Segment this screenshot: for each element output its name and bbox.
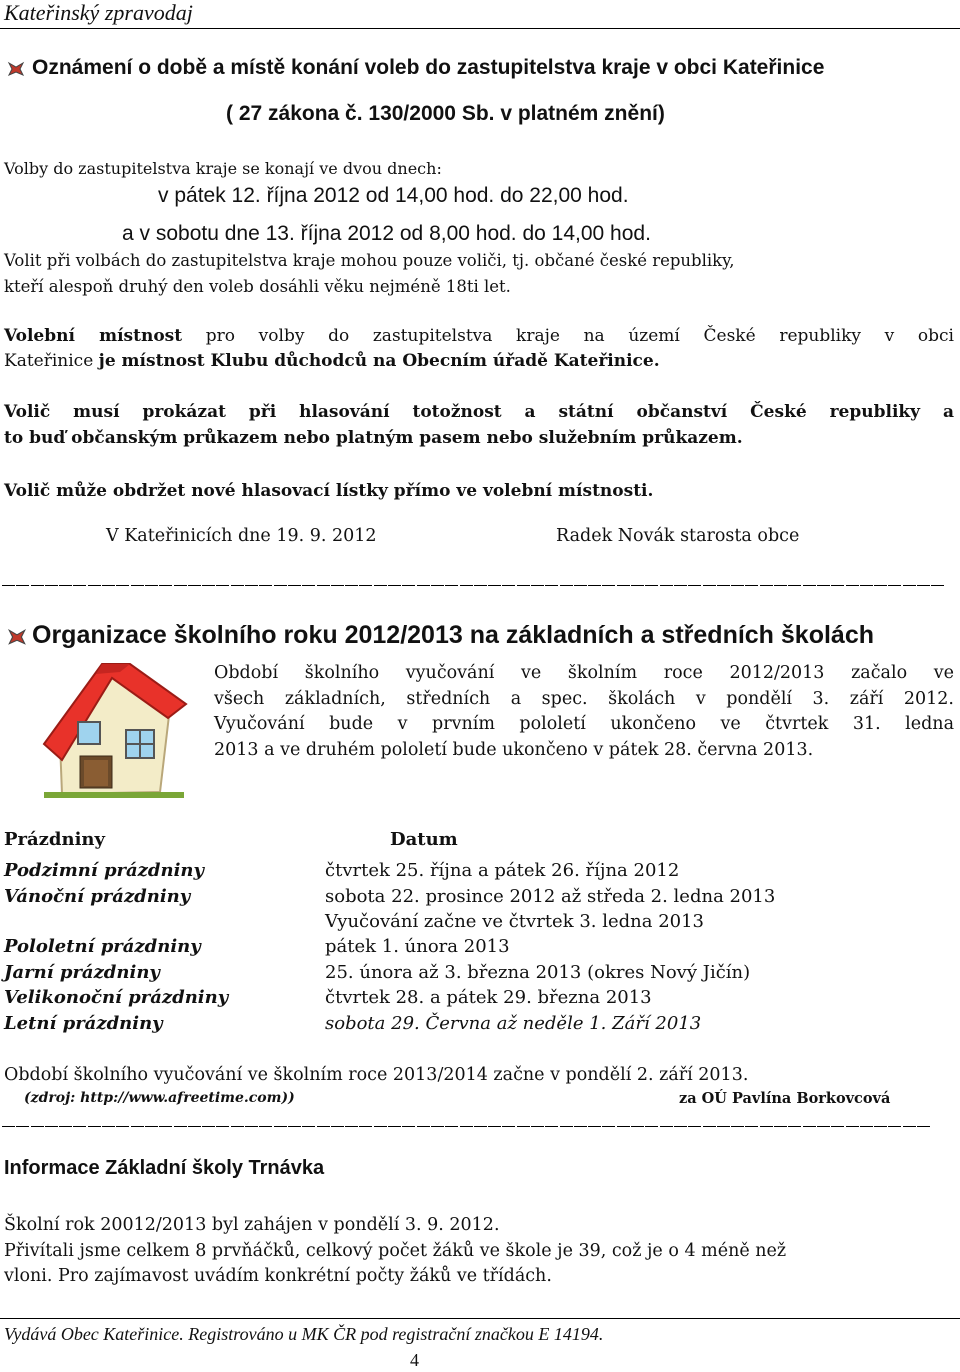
divider-dash	[116, 585, 129, 586]
divider-dash	[317, 1126, 330, 1127]
running-header: Kateřinský zpravodaj	[4, 0, 193, 25]
divider-dash	[317, 585, 330, 586]
school-para-line-3: Vyučování bude v prvním pololetí ukončeno ve čtvrtek 31. ledna	[214, 714, 954, 734]
divider-dash	[760, 1126, 773, 1127]
divider-dash	[116, 1126, 129, 1127]
divider-dash	[431, 1126, 444, 1127]
divider-dash	[388, 1126, 401, 1127]
divider-dash	[617, 585, 630, 586]
divider-dash	[345, 585, 358, 586]
divider-dash	[760, 585, 773, 586]
divider-dash	[502, 1126, 515, 1127]
divider-dash	[460, 1126, 473, 1127]
election-subtitle: ( 27 zákona č. 130/2000 Sb. v platném znění)	[226, 102, 665, 125]
source-note: (zdroj: http://www.afreetime.com))	[24, 1090, 295, 1106]
holiday-name: Velikonoční prázdniny	[4, 987, 229, 1008]
divider-dash	[288, 585, 301, 586]
divider-dash	[831, 585, 844, 586]
divider-dash	[645, 585, 658, 586]
scroll-bullet-icon	[6, 626, 28, 653]
divider-dash	[488, 1126, 501, 1127]
divider-dash	[602, 1126, 615, 1127]
divider-dash	[274, 585, 287, 586]
divider-dash	[588, 1126, 601, 1127]
trnavka-line-3: vloni. Pro zajímavost uvádím konkrétní počty žáků ve třídách.	[4, 1266, 552, 1286]
divider-dash	[731, 585, 744, 586]
header-rule	[0, 28, 960, 29]
divider-dash	[817, 585, 830, 586]
divider-dash	[445, 1126, 458, 1127]
election-title: Oznámení o době a místě konání voleb do zastupitelstva kraje v obci Kateřinice	[32, 56, 825, 79]
divider-dash	[931, 585, 944, 586]
holiday-name: Jarní prázdniny	[4, 962, 160, 983]
divider-dash	[788, 585, 801, 586]
divider-dash	[159, 585, 172, 586]
divider-dash	[45, 1126, 58, 1127]
divider-dash	[188, 1126, 201, 1127]
divider-dash	[917, 585, 930, 586]
divider-dash	[688, 585, 701, 586]
school-para-line-4: 2013 a ve druhém pololetí bude ukončeno v pátek 28. června 2013.	[214, 740, 814, 760]
divider-dash	[145, 1126, 158, 1127]
divider-dash	[202, 1126, 215, 1127]
divider-dash	[2, 1126, 15, 1127]
divider-dash	[874, 585, 887, 586]
divider-dash	[202, 585, 215, 586]
holiday-name: Podzimní prázdniny	[4, 860, 204, 881]
divider-dash	[831, 1126, 844, 1127]
divider-dash	[903, 585, 916, 586]
divider-dash	[288, 1126, 301, 1127]
divider-dash	[16, 1126, 29, 1127]
divider-dash	[846, 585, 859, 586]
holiday-name: Pololetní prázdniny	[4, 936, 201, 957]
divider-dash	[216, 585, 229, 586]
voters-line-1: Volit při volbách do zastupitelstva kraje mohou pouze voliči, tj. občané české republiky,	[4, 251, 735, 270]
trnavka-line-2: Přivítali jsme celkem 8 prvňáčků, celkový počet žáků ve škole je 39, což je o 4 méně než	[4, 1241, 787, 1261]
divider-dash	[2, 585, 15, 586]
divider-dash	[16, 585, 29, 586]
divider-dash	[460, 585, 473, 586]
election-intro: Volby do zastupitelstva kraje se konají ve dvou dnech:	[4, 159, 442, 178]
divider-dash	[531, 1126, 544, 1127]
section-divider	[2, 577, 952, 586]
divider-dash	[245, 585, 258, 586]
divider-dash	[374, 585, 387, 586]
divider-dash	[488, 585, 501, 586]
divider-dash	[774, 1126, 787, 1127]
room-label: Volební místnost	[4, 326, 183, 346]
divider-dash	[331, 585, 344, 586]
divider-dash	[517, 585, 530, 586]
divider-dash	[574, 1126, 587, 1127]
divider-dash	[59, 585, 72, 586]
room-line-1	[4, 326, 954, 346]
divider-dash	[131, 1126, 144, 1127]
divider-dash	[631, 1126, 644, 1127]
holiday-date: sobota 22. prosince 2012 až středa 2. ledna 2013	[325, 886, 776, 907]
divider-dash	[145, 585, 158, 586]
school-title: Organizace školního roku 2012/2013 na základních a středních školách	[32, 621, 875, 649]
divider-dash	[688, 1126, 701, 1127]
divider-dash	[431, 585, 444, 586]
divider-dash	[159, 1126, 172, 1127]
divider-dash	[888, 1126, 901, 1127]
section-divider	[2, 1118, 942, 1127]
divider-dash	[88, 585, 101, 586]
divider-dash	[102, 1126, 115, 1127]
divider-dash	[31, 1126, 44, 1127]
mayor-signature: Radek Novák starosta obce	[556, 526, 800, 546]
divider-dash	[474, 1126, 487, 1127]
election-day-2: a v sobotu dne 13. října 2012 od 8,00 hod. do 14,00 hod.	[122, 222, 651, 245]
divider-dash	[474, 585, 487, 586]
divider-dash	[803, 585, 816, 586]
ballots-note: Volič může obdržet nové hlasovací lístky přímo ve volební místnosti.	[4, 481, 654, 501]
divider-dash	[888, 585, 901, 586]
divider-dash	[45, 585, 58, 586]
divider-dash	[302, 1126, 315, 1127]
divider-dash	[703, 1126, 716, 1127]
divider-dash	[31, 585, 44, 586]
divider-dash	[717, 1126, 730, 1127]
divider-dash	[717, 585, 730, 586]
holiday-date: 25. února až 3. března 2013 (okres Nový Jičín)	[325, 962, 751, 983]
divider-dash	[502, 585, 515, 586]
divider-dash	[216, 1126, 229, 1127]
divider-dash	[402, 1126, 415, 1127]
divider-dash	[617, 1126, 630, 1127]
divider-dash	[660, 1126, 673, 1127]
divider-dash	[331, 1126, 344, 1127]
divider-dash	[517, 1126, 530, 1127]
divider-dash	[359, 1126, 372, 1127]
village-name: Kateřinice	[4, 351, 94, 371]
divider-dash	[374, 1126, 387, 1127]
divider-dash	[602, 585, 615, 586]
divider-dash	[88, 1126, 101, 1127]
divider-dash	[417, 1126, 430, 1127]
room-location: je místnost Klubu důchodců na Obecním úřadě Kateřinice.	[98, 351, 660, 371]
divider-dash	[174, 1126, 187, 1127]
divider-dash	[917, 1126, 930, 1127]
divider-dash	[846, 1126, 859, 1127]
school-para-line-1: Období školního vyučování ve školním roce 2012/2013 začalo ve	[214, 663, 954, 683]
divider-dash	[231, 585, 244, 586]
divider-dash	[531, 585, 544, 586]
divider-dash	[545, 585, 558, 586]
divider-dash	[345, 1126, 358, 1127]
divider-dash	[560, 585, 573, 586]
divider-dash	[860, 585, 873, 586]
holiday-date: sobota 29. Června až neděle 1. Září 2013	[325, 1013, 702, 1034]
divider-dash	[388, 585, 401, 586]
divider-dash	[102, 585, 115, 586]
divider-dash	[903, 1126, 916, 1127]
trnavka-title: Informace Základní školy Trnávka	[4, 1157, 325, 1179]
divider-dash	[731, 1126, 744, 1127]
school-para-line-2: všech základních, středních a spec. školách v pondělí 3. září 2012.	[214, 689, 954, 709]
divider-dash	[803, 1126, 816, 1127]
divider-dash	[788, 1126, 801, 1127]
divider-dash	[874, 1126, 887, 1127]
divider-dash	[645, 1126, 658, 1127]
voter-id-line-2: to buď občanským průkazem nebo platným pasem nebo služebním průkazem.	[4, 428, 743, 448]
voters-line-2: kteří alespoň druhý den voleb dosáhli věku nejméně 18ti let.	[4, 277, 511, 296]
trnavka-line-1: Školní rok 20012/2013 byl zahájen v pondělí 3. 9. 2012.	[4, 1215, 500, 1235]
divider-dash	[73, 1126, 86, 1127]
divider-dash	[131, 585, 144, 586]
divider-dash	[359, 585, 372, 586]
holiday-date: Vyučování začne ve čtvrtek 3. ledna 2013	[325, 911, 705, 932]
divider-dash	[259, 585, 272, 586]
divider-dash	[445, 585, 458, 586]
divider-dash	[660, 585, 673, 586]
divider-dash	[588, 585, 601, 586]
divider-dash	[745, 585, 758, 586]
author-note: za OÚ Pavlína Borkovcová	[679, 1090, 891, 1107]
divider-dash	[302, 585, 315, 586]
divider-dash	[417, 585, 430, 586]
divider-dash	[817, 1126, 830, 1127]
divider-dash	[188, 585, 201, 586]
page-number: 4	[410, 1350, 419, 1370]
divider-dash	[774, 585, 787, 586]
divider-dash	[59, 1126, 72, 1127]
table-header-holidays: Prázdniny	[4, 829, 105, 850]
holiday-date: čtvrtek 25. října a pátek 26. října 2012	[325, 860, 680, 881]
footer-text: Vydává Obec Kateřinice. Registrováno u MK ČR pod registrační značkou E 14194.	[4, 1324, 604, 1344]
divider-dash	[402, 585, 415, 586]
divider-dash	[631, 585, 644, 586]
house-icon	[40, 652, 190, 807]
place-date: V Kateřinicích dne 19. 9. 2012	[106, 526, 377, 546]
footer-rule	[0, 1318, 960, 1319]
divider-dash	[703, 585, 716, 586]
divider-dash	[674, 585, 687, 586]
divider-dash	[860, 1126, 873, 1127]
divider-dash	[574, 585, 587, 586]
divider-dash	[245, 1126, 258, 1127]
divider-dash	[231, 1126, 244, 1127]
holiday-date: čtvrtek 28. a pátek 29. března 2013	[325, 987, 652, 1008]
divider-dash	[73, 585, 86, 586]
divider-dash	[745, 1126, 758, 1127]
divider-dash	[274, 1126, 287, 1127]
divider-dash	[674, 1126, 687, 1127]
divider-dash	[174, 585, 187, 586]
divider-dash	[545, 1126, 558, 1127]
divider-dash	[560, 1126, 573, 1127]
holiday-date: pátek 1. února 2013	[325, 936, 510, 957]
divider-dash	[259, 1126, 272, 1127]
scroll-bullet-icon	[6, 59, 26, 84]
next-year-note: Období školního vyučování ve školním roce 2013/2014 začne v pondělí 2. září 2013.	[4, 1065, 749, 1085]
room-text: pro volby do zastupitelstva kraje na území České republiky v obci	[205, 326, 954, 346]
holiday-name: Vánoční prázdniny	[4, 886, 191, 907]
table-header-date: Datum	[390, 829, 458, 850]
voter-id-line-1: Volič musí prokázat při hlasování totožnost a státní občanství České republiky a	[4, 402, 954, 422]
election-day-1: v pátek 12. října 2012 od 14,00 hod. do 22,00 hod.	[158, 184, 629, 207]
room-line-2	[4, 351, 660, 371]
holiday-name: Letní prázdniny	[4, 1013, 163, 1034]
